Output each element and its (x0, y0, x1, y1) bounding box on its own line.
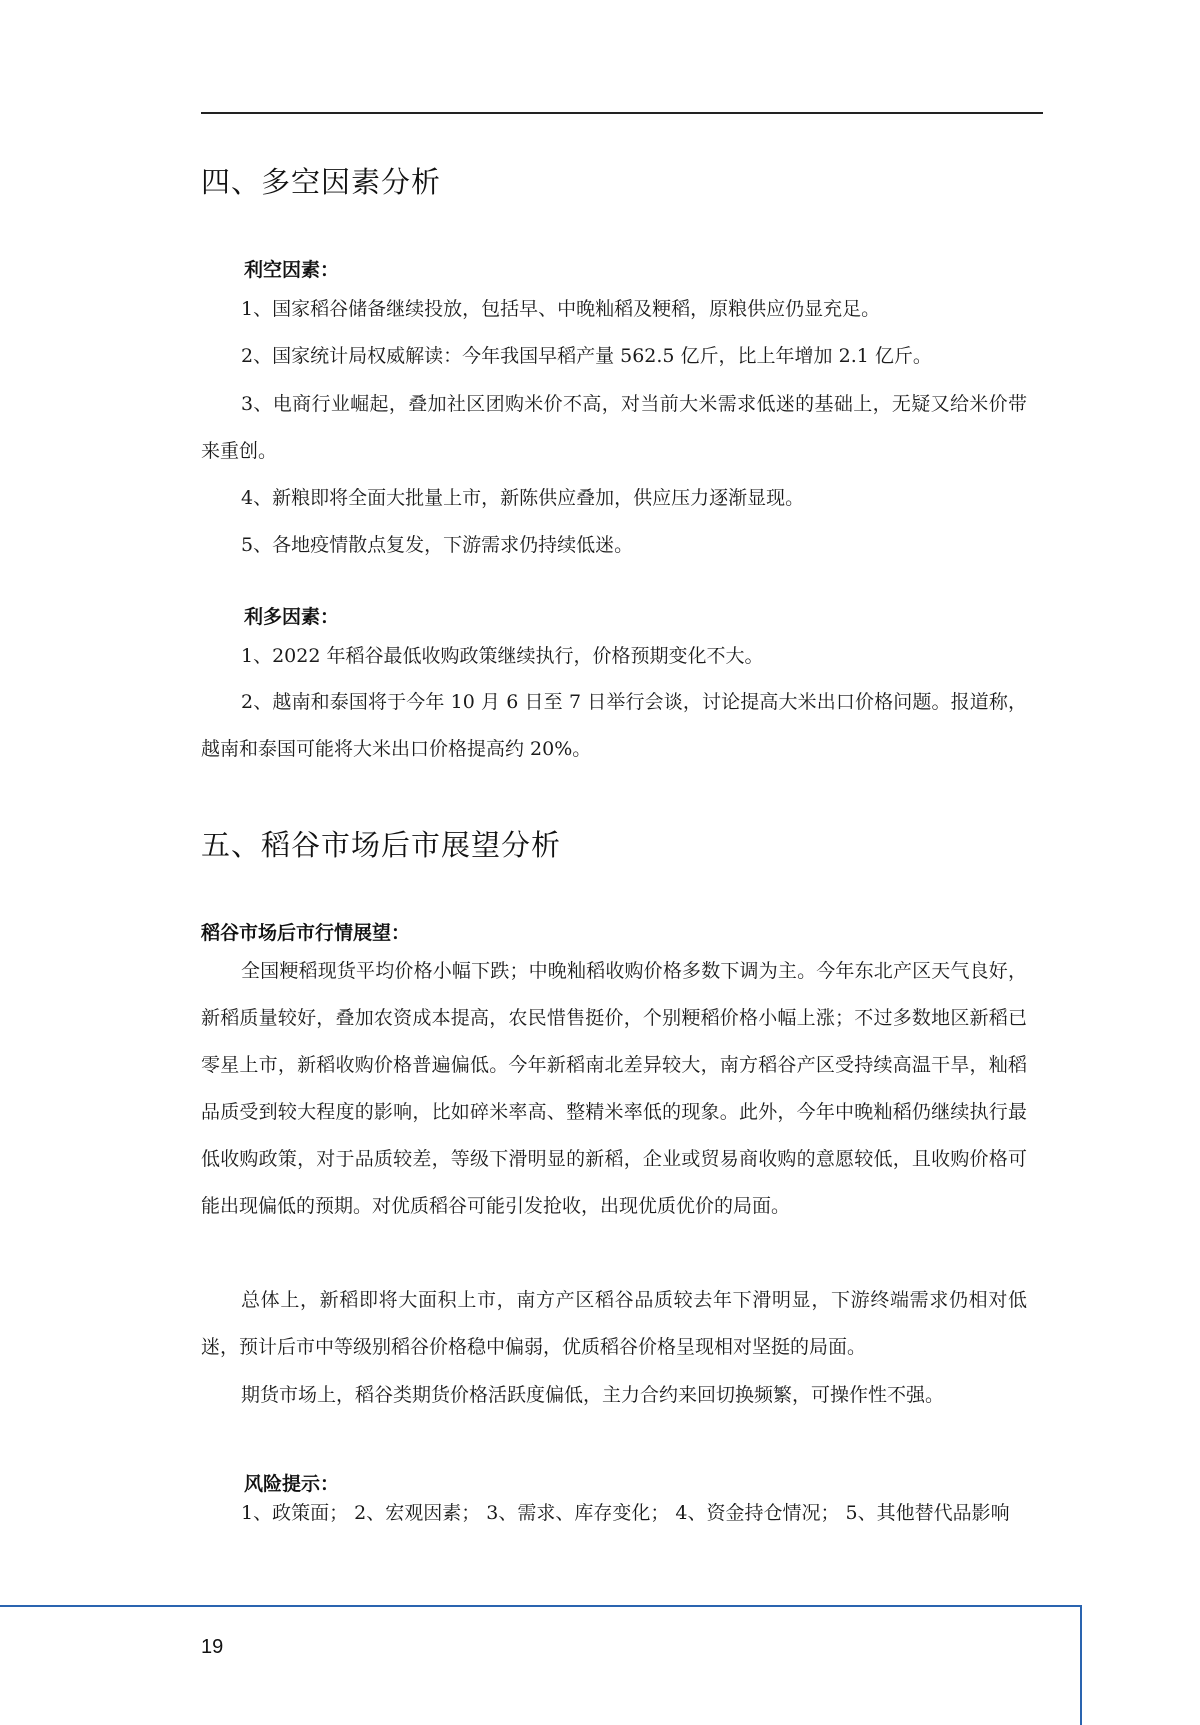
outlook-paragraph-1: 全国粳稻现货平均价格小幅下跌；中晚籼稻收购价格多数下调为主。今年东北产区天气良好，新稻质量较好，叠加农资成本提高，农民惜售挺价，个别粳稻价格小幅上涨；不过多数地区新稻已零星上市，新稻收购价格普遍偏低。今年新稻南北差异较大，南方稻谷产区受持续高温干旱，籼稻品质受到较大程度的影响，比如碎米率高、整精米率低的现象。此外，今年中晚籼稻仍继续执行最低收购政策，对于品质较差，等级下滑明显的新稻，企业或贸易商收购的意愿较低，且收购价格可能出现偏低的预期。对优质稻谷可能引发抢收，出现优质优价的局面。 (201, 960, 1027, 1217)
bearish-item-1: 1、国家稻谷储备继续投放，包括早、中晚籼稻及粳稻，原粮供应仍显充足。 (241, 298, 881, 320)
bearish-item-3: 3、电商行业崛起，叠加社区团购米价不高，对当前大米需求低迷的基础上，无疑又给米价带来重创。 (201, 393, 1027, 462)
bullish-item-1: 1、2022 年稻谷最低收购政策继续执行，价格预期变化不大。 (241, 645, 764, 667)
header-rule (201, 112, 1043, 114)
outlook-paragraph-3: 期货市场上，稻谷类期货价格活跃度偏低，主力合约来回切换频繁，可操作性不强。 (241, 1384, 945, 1406)
footer-frame (0, 1605, 1082, 1725)
page-number: 19 (201, 1636, 224, 1658)
bearish-item-4: 4、新粮即将全面大批量上市，新陈供应叠加，供应压力逐渐显现。 (241, 487, 805, 509)
section-title-long-short-factors: 四、多空因素分析 (201, 165, 442, 199)
bearish-factors-heading: 利空因素： (244, 259, 340, 281)
risk-warning-text: 1、政策面； 2、宏观因素； 3、需求、库存变化； 4、资金持仓情况； 5、其他替代品影响 (241, 1502, 1010, 1524)
bullish-factors-heading: 利多因素： (244, 606, 340, 628)
bearish-item-2: 2、国家统计局权威解读：今年我国早稻产量 562.5 亿斤，比上年增加 2.1 亿斤。 (241, 345, 932, 367)
bearish-item-5: 5、各地疫情散点复发，下游需求仍持续低迷。 (241, 534, 634, 556)
outlook-paragraph-2: 总体上，新稻即将大面积上市，南方产区稻谷品质较去年下滑明显，下游终端需求仍相对低迷，预计后市中等级别稻谷价格稳中偏弱，优质稻谷价格呈现相对坚挺的局面。 (201, 1289, 1027, 1358)
bullish-item-2: 2、越南和泰国将于今年 10 月 6 日至 7 日举行会谈，讨论提高大米出口价格问题。报道称，越南和泰国可能将大米出口价格提高约 20%。 (201, 691, 1027, 760)
section-title-market-outlook: 五、稻谷市场后市展望分析 (201, 828, 562, 862)
risk-warning-heading: 风险提示： (244, 1473, 340, 1495)
market-outlook-heading: 稻谷市场后市行情展望： (201, 922, 411, 944)
